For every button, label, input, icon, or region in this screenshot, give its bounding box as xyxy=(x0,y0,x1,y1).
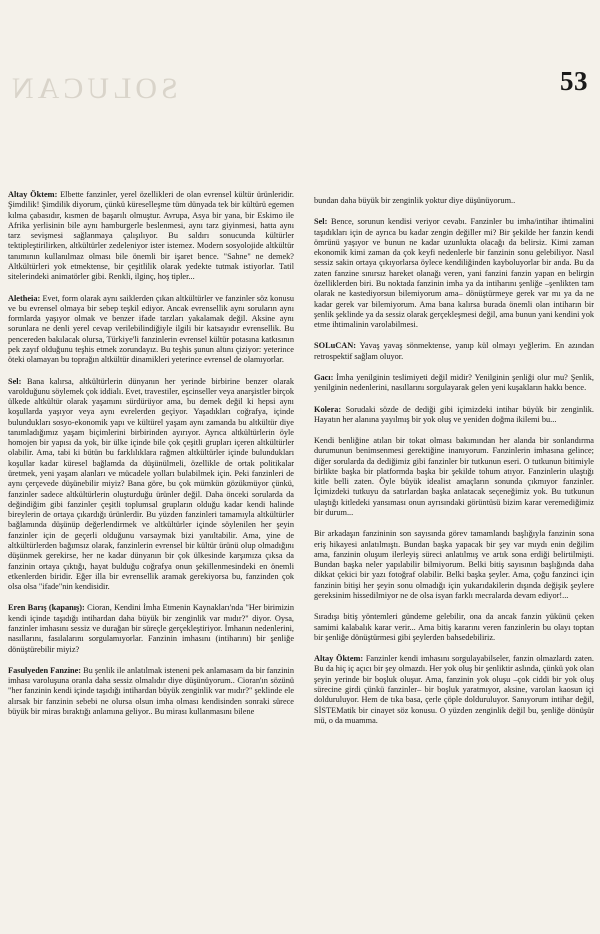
paragraph-text: Evet, form olarak aynı saiklerden çıkan altkültürler ve fanzinler söz konusu ve bu evrensel olmaya bir sebep teşkil ediyor. Ancak evrensellik aynı soruların aynı formlarda yaşıyor olmak ve benzer ifade tarzları yakalamak değil. Aksine aynı sorunlara ne denli yerel cevap verilebilindiğiyle ilgili bir katsayıdır evrensellik. Bu pencereden bakılacak olursa, Türkiye'li fanzinlerin evrensel kültür potasına katkısının pek zayıf olduğunu teşhis etmek zorundayız. Bu teşhis şunun altını çiziyor: yeterince öteki olamayan bu toprağın altkültür dinamikleri yeterince evrensel de olamıyorlar. xyxy=(8,293,294,365)
paragraph-text: Elbette fanzinler, yerel özellikleri de olan evrensel kültür ürünleridir. Şimdilik! Şimdilik diyorum, çünkü küreselleşme tüm dünyada tek bir kültürü egemen kılma çabasıdır, kısmen de başarılı olmuştur. Avrupa, Asya bir yana, bir Eskimo ile Afrika yerlisinin bile aynı hamburgerle beslenmesi, aynı tarz giyinmesi, hatta aynı tarz sevişmesi sağlanmaya çalışılıyor. Bu saldırı sonucunda kültürler tektipleştirilirken, altkültürler zedeleniyor ister istemez. Modern sosyolojide altkültür tanımının kullanılmaz olması bile önemli bir işaret bence. "Sahne" ne demek? Altkültürleri yok etmektense, bir çeşitlilik olarak yedekte tutmak istiyorlar. Tatil sitelerindeki animatörler gibi. Renkli, ilginç, hoş tipler... xyxy=(8,190,294,282)
speaker-name: Altay Öktem: xyxy=(8,190,58,199)
paragraph xyxy=(8,603,294,654)
paragraph-text: İmha yenilginin teslimiyeti değil midir? Yenilginin şenliği olur mu? Şenlik, yenilginin nedenlerini, nasıllarını sorgulayarak gelen yeni kuşakların hakkı bence. xyxy=(314,372,594,393)
paragraph-text: Cioran, Kendini İmha Etmenin Kaynakları'nda "Her birimizin kendi içinde taşıdığı intihardan daha büyük bir zenginlik var mıdır?" diyor. Oysa, fanzinler imhasını sessiz ve durağan bir süreçle gerçekleştiriyor. İmhanın nedenlerini, nasıllarını, fasılalarını sorgulamıyorlar. Fanzinin imhasını (intiharını) bir şenliğe dönüştürebilir miyiz? xyxy=(8,603,294,654)
left-column xyxy=(8,190,294,928)
speaker-name: SOLuCAN: xyxy=(314,341,356,351)
paragraph xyxy=(8,294,294,366)
speaker-name: Kolera: xyxy=(314,404,342,414)
paragraph xyxy=(8,666,294,717)
paragraph-text: Sıradışı bitiş yöntemleri gündeme gelebilir, ona da ancak fanzin yükünü çeken samimi kalabalık karar verir... Ama bitiş kararını veren fanzinlerin bu olayı toptan bir şenliğe dönüştürmesi gibi şeylerden bahsedebiliriz. xyxy=(314,612,594,642)
paragraph xyxy=(314,529,594,601)
paragraph xyxy=(314,436,594,518)
right-column xyxy=(314,196,594,934)
paragraph xyxy=(314,612,594,643)
paragraph xyxy=(314,196,594,206)
paragraph xyxy=(314,654,594,726)
paragraph-text: Yavaş yavaş sönmektense, yanıp kül olmayı yeğlerim. En azından retrospektif sağlam oluyor. xyxy=(314,341,594,361)
paragraph xyxy=(314,217,594,330)
paragraph xyxy=(314,405,594,426)
speaker-name: Gacı: xyxy=(314,372,334,382)
paragraph-text: Bir arkadaşın fanzininin son sayısında görev tamamlandı başlığıyla fanzinin sona eriş hikayesi anlatılmıştı. Bundan başka yapacak bir şey var mıydı enin değilim ama, fanzinin oluşum ilerleyiş süreci anlatılmış ve artık sona erdiği belirtilmişti. Bundan başka neler yapılabilir bilmiyorum. Belki bitiş sayısının başlığında daha dikkat çekici bir yazı fotoğraf olabilir. Belki başka şeyler. Ama, çoğu fanzinci için fanzinin bitişi her şeyin sonu olmadığı için yukarıdakilerin dışında değişik şeylere gereksinim hissedilmiyor ne de olsa isyan farklı mecralarda devam ediyor!... xyxy=(314,529,594,600)
paragraph-text: Bu şenlik ile anlatılmak isteneni pek anlamasam da bir fanzinin imhası varoluşuna oranla daha sessiz olmalıdır diye düşünüyorum.. Cioran'ın sözünü "her fanzinin kendi içinde taşıdığı intihardan büyük zenginlik var mıdır?" şeklinde ele alırsak bir fanzinin sebebi ne olursa olsun imha olması kendisinden sonraki sürece büyük bir miras bıraktığı anlamına geliyor.. Bu mirası kullanmasını bilene xyxy=(8,665,294,716)
paragraph-text: Fanzinler kendi imhasını sorgulayabilseler, fanzin olmazlardı zaten. Bu da hiç iç açıcı bir şey olmazdı. Her yok oluş bir şenliktir aslında, çünkü yok olan şeyin yerinde bir boşluk oluşur. Ama, fanzinin yok oluşu –çok ciddi bir yok oluş sürecine girdi çünkü fanzinler– bir boşluk yaratmıyor, aksine, varolan kaosun içi dolduruluyor. Hem de tıka basa, çerle çöple dolduruluyor. Sanıyorum intihar değil, SİSTEMatik bir cinayet söz konusu. O yüzden zenginlik değil bu, şenliğe dönüşür mü, o da muamma. xyxy=(314,654,594,725)
page-number: 53 xyxy=(560,66,588,96)
speaker-name: Sel: xyxy=(8,376,22,386)
speaker-name: Altay Öktem: xyxy=(314,654,364,664)
speaker-name: Eren Barış (kapanış): xyxy=(8,603,85,613)
speaker-name: Fasulyeden Fanzine: xyxy=(8,665,82,675)
speaker-name: Sel: xyxy=(314,217,328,227)
paragraph-text: Sorudaki sözde de dediği gibi içimizdeki intihar büyük bir zenginlik. Hayatın her alanına yayılmış bir yok oluş ve yeniden doğma ikilemi bu... xyxy=(314,404,594,424)
paragraph xyxy=(8,190,294,283)
paragraph-text: Kendi benliğine atılan bir tokat olması bakımından her alanda bir sonlandırma durumunun benimsenmesi gerektiğine inanıyorum. Fanzinlerin imhasına gelince; diğer sorularda da dediğimiz gibi fanzinler bir tutkunun eseri. O tutkunun bitimiyle birlikte başka bir platformda başka bir şekilde tohum atıyor. Fanzinlerin ulaştığı kitle belli zaten. Öyle büyük idealist amaçların sonunda çıkmıyor fanzinler. İçimizdeki tutkuyu da satırlardan başka anlatacak seçeneğimiz yok. Bu tutkunun ulaştığı kitledeki yansıması onun ayrısındaki görüntüsü bizim karar veremediğimiz bir durum... xyxy=(314,436,594,518)
paragraph-text: Bana kalırsa, altkültürlerin dünyanın her yerinde birbirine benzer olarak varolduğunu söylemek çok iddialı. Evet, travestiler, eşcinseller veya anarşistler birçok ülkede altkültür olarak yaşamını sürdürüyor ama, bu demek değil ki hepsi aynı koşullarda yaşıyor veya aynı evrelerden geçiyor. Yaşadıkları coğrafya, içinde bulundukları sosyo-ekonomik yapı ve kültürel yaşam aynı zamanda bu altkültür diye tanımladığımız yaşam biçimlerini birbirinden ayırıyor. Ayrıca altkültürlerin öyle homojen bir yapısı da yok, bir ülke içinde bile çok çeşitli grupları içeren altkültürler olabilir. Ama, tabi ki bütün bu farklılıklara rağmen altkültürler içinde bulundukları koşullar kadar küresel bağlamda da düşünülmeli, özellikle de ortak politikalar üretmek, yeni yaşam alanları ve mücadele yolları bulabilmek için. Peki fanzinleri de aynı çerçevede düşünebilir miyiz? Bana göre, bu çok mümkün gözükmüyor çünkü, fanzinler sadece altkültürlerin oluşturduğu ürünler değil. Daha önceki sorularda da değindiğim gibi fanzinler çeşitli toplumsal grupların olduğu kadar kendi halinde bireylerin de ortaya çıkardığı ürünlerdir. Bu yüzden fanzinleri tamamıyla altkültürler bağlamında düşünüp değerlendirmek ve altkültürler içinde söylenilen her şeyin fanzinler için de geçerli olduğunu varsaymak bizi yanıltabilir. Ama, yine de altkültürlerden bağımsız olarak, fanzinlerin evrensel bir kültür ürünü olup olmadığını düşünmek gerekirse, her ne kadar dünyanın bir çok ülkesinde karşımıza çıksa da fanzinin ortaya çıktığı, hayat bulduğu coğrafya onun şekillenmesindeki en önemli etkenlerden biridir. Eğer illa bir evrensellik aramak gerekiyorsa bu, fanzinden çok olsa olsa "ifade"nin kendisidir. xyxy=(8,376,294,592)
paragraph xyxy=(8,377,294,593)
paragraph xyxy=(314,341,594,362)
paragraph xyxy=(314,373,594,394)
paragraph-text: Bence, sorunun kendisi veriyor cevabı. Fanzinler bu imha/intihar ihtimalini taşıdıkları için de ayrıca bu kadar zengin değiller mi? Bir şekilde her fanzin kendi ömrünü yaşıyor ve bunun ne kadar uzunlukta olacağı da belirsiz. Kimi zaman ekonomik kimi zaman da çok keyfi nedenlerle bir fanzinin sonu gelebiliyor. Nasıl sessiz sakin ortaya çıkıyorlarsa öylece kendiliğinden kayboluyorlar bir anda. Bu da zaten fanzine sınırsız hareket olanağı veren, yani fanzini fanzin yapan en belirgin özelliklerden biri. Bu noktada fanzinin imha ya da intiharını şenliğe –şenlikten tam olarak ne kastediyorsun bilemiyorum ama– dönüştürmeye gerek var mı ya da ne kadar gerek var bilemiyorum. Ama bana kalırsa burada önemli olan intiharın bir şenlik şeklinde ya da sessiz olarak gerçekleşmesi değil, ama bunun yani kendini yok etme ihtimalinin varolabilmesi. xyxy=(314,217,594,330)
ghost-watermark: SOLUCAN xyxy=(8,72,178,105)
speaker-name: Aletheia: xyxy=(8,293,41,303)
paragraph-text: bundan daha büyük bir zenginlik yoktur diye düşünüyorum.. xyxy=(314,196,516,205)
